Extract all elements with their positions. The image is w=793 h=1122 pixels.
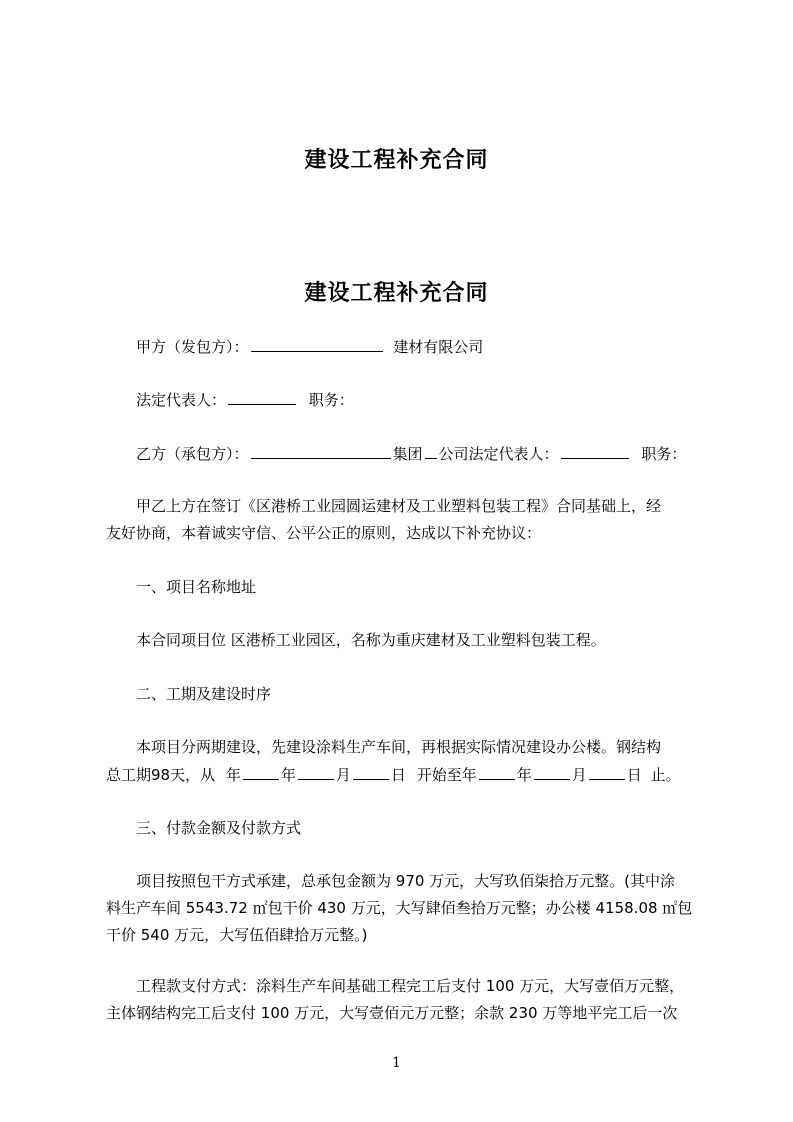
end-year-label: 年 [516,766,532,784]
section-3-para-2-line-1: 工程款支付方式：涂料生产车间基础工程完工后支付 100 万元，大写壹佰万元整， [136,977,685,995]
party-a-blank [251,335,383,352]
start-day-label: 日 [390,766,406,784]
section-3-para-2-line-2: 主体钢结构完工后支付 100 万元，大写壹佰元万元整；余款 230 万等地平完工后一次 [106,1004,678,1022]
section-3-para-1-line-3: 干价 540 万元，大写伍佰肆拾万元整。) [106,926,368,944]
party-a-label: 甲方（发包方）： [136,338,249,356]
party-b-mid-blank [425,442,437,459]
legal-rep-a-blank [228,388,296,405]
start-year-blank [243,763,279,780]
start-day-blank [353,763,389,780]
section-3-heading: 三、付款金额及付款方式 [136,819,302,837]
party-b-mid2: 公司法定代表人： [438,445,559,463]
section-2-line-1: 本项目分两期建设，先建设涂料生产车间，再根据实际情况建设办公楼。钢结构 [136,738,662,756]
intro-line-2: 友好协商，本着诚实守信、公平公正的原则，达成以下补充协议： [106,524,542,542]
duration-prefix: 总工期98天，从 [106,766,216,784]
end-year-blank [479,763,515,780]
section-2-heading: 二、工期及建设时序 [136,685,272,703]
start-year-label-a: 年 [225,766,241,784]
legal-rep-a-label: 法定代表人： [136,391,227,409]
start-month-label: 月 [335,766,351,784]
start-month-blank [298,763,334,780]
end-label: 止。 [650,766,681,784]
end-day-blank [589,763,625,780]
party-a-suffix: 建材有限公司 [393,338,484,356]
header-title: 建设工程补充合同 [304,148,489,173]
end-month-label: 月 [571,766,587,784]
intro-line-1: 甲乙上方在签订《区港桥工业园圆运建材及工业塑料包装工程》合同基础上，经 [136,497,662,515]
legal-rep-a-line [136,388,354,411]
end-month-blank [534,763,570,780]
document-title: 建设工程补充合同 [304,281,489,306]
section-1-heading: 一、项目名称地址 [136,578,257,596]
party-a-line [136,335,483,358]
section-2-line-2 [106,763,681,786]
end-day-label: 日 [626,766,642,784]
party-b-mid: 集团 [392,445,423,463]
page-number: 1 [392,1055,401,1071]
legal-rep-a-position: 职务： [308,391,354,409]
party-b-position: 职务： [641,445,687,463]
section-3-para-1-line-2: 料生产车间 5543.72 ㎡包干价 430 万元，大写肆佰叁拾万元整；办公楼 4158.08 ㎡包 [106,899,693,917]
start-to-label: 开始至年 [416,766,477,784]
section-3-para-1-line-1: 项目按照包干方式承建，总承包金额为 970 万元，大写玖佰柒拾万元整。(其中涂 [136,872,676,890]
party-b-blank [251,442,391,459]
party-b-label: 乙方（承包方）： [136,445,249,463]
section-1-body: 本合同项目位 区港桥工业园区，名称为重庆建材及工业塑料包装工程。 [136,631,606,649]
party-b-line [136,442,686,465]
party-b-rep-blank [561,442,629,459]
start-year-label-b: 年 [280,766,296,784]
